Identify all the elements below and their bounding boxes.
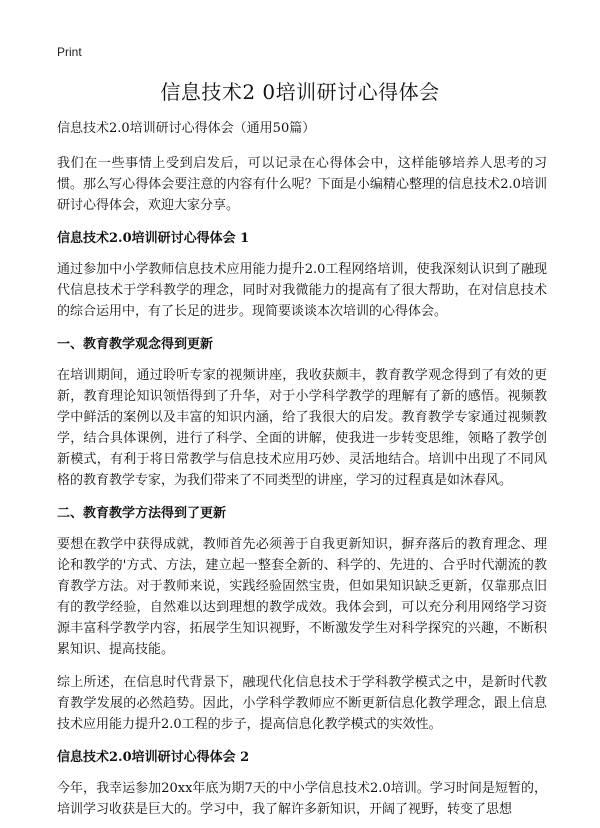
section-paragraph-3: 要想在教学中获得成就，教师首先必须善于自我更新知识，摒弃落后的教育理念、理论和教学的'方式、方法，建立起一整套全新的、科学的、先进的、合乎时代潮流的教育教学方法。对于教师来说，实践经验固然宝贵，但如果知识缺乏更新，仅靠那点旧有的教学经验，自然难以达到理想的教学成效。我体会到，可以充分利用网络学习资源丰富科学教学内容，拓展学生知识视野，不断激发学生对科学探究的兴趣，不断积累知识、提高技能。 [57, 537, 547, 657]
intro-paragraph: 我们在一些事情上受到启发后，可以记录在心得体会中，这样能够培养人思考的习惯。那么写心得体会要注意的内容有什么呢？下面是小编精心整理的信息技术2.0培训研讨心得体会，欢迎大家分享。 [57, 156, 547, 213]
section-heading-1: 信息技术2.0培训研讨心得体会 1 [57, 231, 250, 246]
print-link[interactable]: Print [57, 45, 82, 59]
document-title: 信息技术2 0培训研讨心得体会 [160, 80, 440, 104]
document-subtitle: 信息技术2.0培训研讨心得体会（通用50篇） [57, 121, 316, 136]
document-body [57, 118, 547, 828]
section-heading-5: 信息技术2.0培训研讨心得体会 2 [57, 750, 250, 765]
section-heading-2: 一、教育教学观念得到更新 [57, 337, 214, 352]
summary-paragraph: 综上所述，在信息时代背景下，融现代化信息技术于学科教学模式之中，是新时代教育教学发展的必然趋势。因此，小学科学教师应不断更新信息化教学理念，跟上信息技术应用能力提升2.0工程的步子，提高信息化教学模式的实效性。 [57, 675, 547, 732]
section-paragraph-2: 在培训期间，通过聆听专家的视频讲座，我收获颇丰，教育教学观念得到了有效的更新，教育理论知识领悟得到了升华，对于小学科学教学的理解有了新的感悟。视频教学中鲜活的案例以及丰富的知识内涵，给了我很大的启发。教育教学专家通过视频教学，结合具体课例，进行了科学、全面的讲解，使我进一步转变思维，领略了教学创新模式，有利于将日常教学与信息技术应用巧妙、灵活地结合。培训中出现了不同风格的教育教学专家，为我们带来了不同类型的讲座，学习的过程真是如沐春风。 [57, 368, 547, 488]
section-heading-3: 二、教育教学方法得到了更新 [57, 506, 227, 521]
section-paragraph-1: 通过参加中小学教师信息技术应用能力提升2.0工程网络培训，使我深刻认识到了融现代信息技术于学科教学的理念，同时对我微能力的提高有了很大帮助，在对信息技术的综合运用中，有了长足的进步。现简要谈谈本次培训的心得体会。 [57, 262, 547, 319]
section-paragraph-5: 今年，我幸运参加20xx年底为期7天的中小学信息技术2.0培训。学习时间是短暂的，培训学习收获是巨大的。学习中，我了解许多新知识，开阔了视野，转变了思想 [57, 781, 547, 817]
